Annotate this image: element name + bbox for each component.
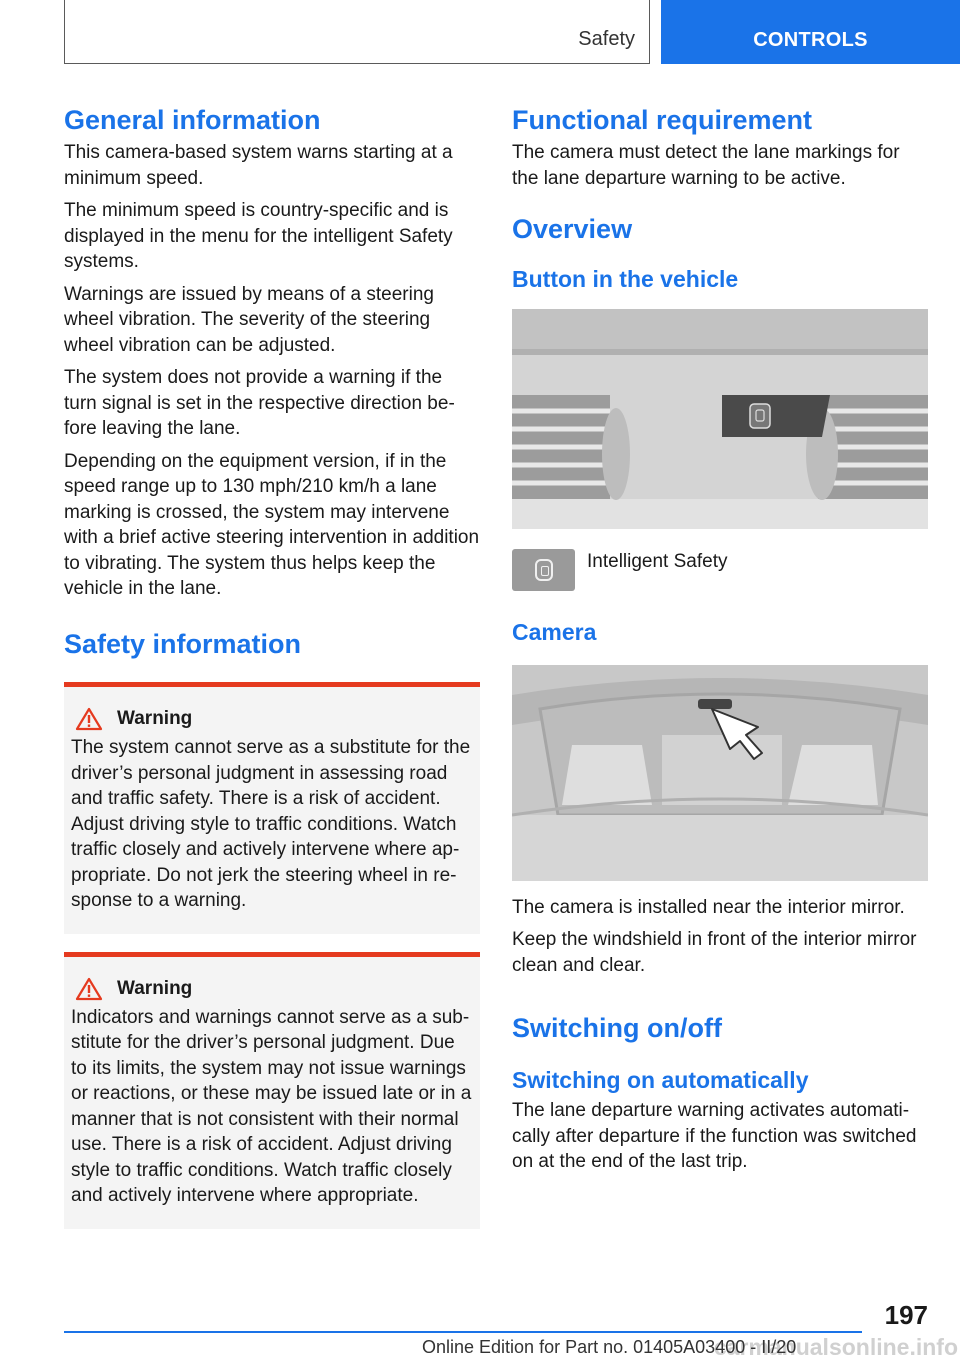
left-column — [64, 100, 480, 1229]
header-chapter-label: CONTROLS — [753, 29, 868, 51]
switching-on-automatically-text: The lane departure warning activates automatically after departure if the function was switched on at the end of the last trip. — [512, 1100, 917, 1173]
general-paragraph: The minimum speed is country-specific and is displayed in the menu for the intelligent Safety systems. — [64, 200, 453, 273]
footer-edition-text: Online Edition for Part no. 01405A03400 - II/20 — [422, 1337, 797, 1357]
header-chapter-tab — [661, 0, 960, 64]
header-section-label: Safety — [578, 28, 635, 50]
right-column — [512, 100, 928, 1175]
general-paragraph: Warnings are issued by means of a steering wheel vibration. The severity of the steering wheel vibration can be adjusted. — [64, 283, 434, 356]
warning-box — [64, 682, 480, 934]
general-information-heading: General information — [64, 105, 321, 135]
footer-divider — [64, 1331, 862, 1333]
header-box — [64, 0, 650, 64]
safety-information-heading: Safety information — [64, 628, 302, 659]
dashboard-vents-illustration — [512, 309, 928, 529]
camera-paragraph: The camera is installed near the interior mirror. — [512, 896, 905, 918]
button-photo — [512, 309, 928, 529]
page-number: 197 — [884, 1300, 928, 1330]
warning-text: The system cannot serve as a substitute for the driver’s personal judgment in assessing road and traffic safety. There is a risk of accident. Adjust driving style to traffic conditions. Watch traffic closely and actively intervene where appropriate. Do not jerk the steering wheel in response to a warning. — [71, 737, 471, 912]
functional-requirement-text: The camera must detect the lane markings for the lane departure warning to be active. — [512, 142, 900, 189]
functional-requirement-heading: Functional requirement — [512, 105, 813, 135]
warning-triangle-icon — [75, 977, 103, 1001]
intelligent-safety-button-icon — [512, 549, 575, 591]
switching-on-off-heading: Switching on/off — [512, 1013, 722, 1044]
warning-header — [75, 977, 472, 1001]
footer-watermark: carmanualsonline.info — [713, 1334, 958, 1360]
warning-label: Warning — [117, 977, 193, 999]
warning-label: Warning — [117, 708, 193, 730]
general-paragraph: The system does not provide a warning if the turn signal is set in the respective direction before leaving the lane. — [64, 367, 455, 440]
switching-on-automatically-heading: Switching on automatically — [512, 1066, 809, 1093]
warning-box — [64, 952, 480, 1229]
camera-heading: Camera — [512, 619, 597, 646]
warning-triangle-icon — [75, 707, 103, 731]
camera-paragraph: Keep the windshield in front of the interior mirror clean and clear. — [512, 929, 917, 976]
button-legend-row — [512, 549, 928, 591]
warning-text: Indicators and warnings cannot serve as a substitute for the driver’s personal judgment. Due to its limits, the system may not issue warnings or reactions, or these may be issued late or in a manner that is not consistent with their normal use. There is a risk of accident. Adjust driving style to traffic conditions. Watch traffic closely and actively intervene where appropriate. — [71, 1006, 472, 1207]
camera-photo — [512, 665, 928, 881]
button-in-vehicle-heading: Button in the vehicle — [512, 265, 739, 292]
button-caption: Intelligent Safety — [587, 551, 728, 573]
car-interior-illustration — [512, 665, 928, 881]
overview-heading: Overview — [512, 214, 633, 245]
general-paragraph: Depending on the equipment version, if in the speed range up to 130 mph/210 km/h a lane marking is crossed, the system may intervene with a brief active steering intervention in addition to vibrating. The system thus helps keep the vehicle in the lane. — [64, 450, 480, 600]
general-paragraph: This camera-based system warns starting at a minimum speed. — [64, 142, 453, 189]
warning-header — [75, 707, 472, 731]
